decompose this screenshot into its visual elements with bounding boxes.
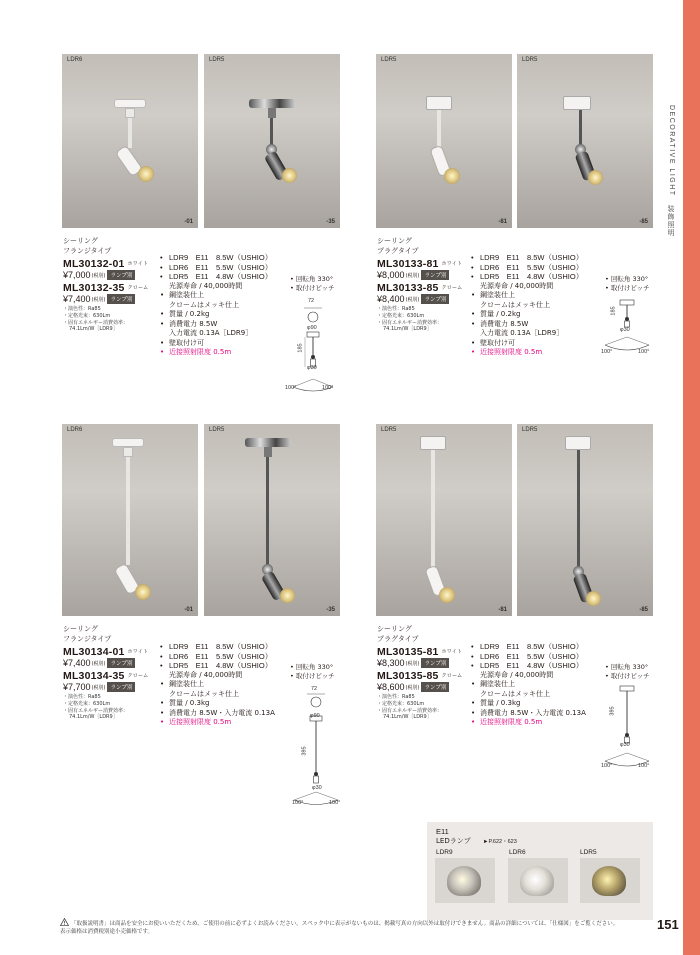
lamp-name: LDR6 — [509, 849, 526, 856]
photo-finish-suffix: -01 — [184, 219, 193, 225]
photo-finish-suffix: -35 — [326, 607, 335, 613]
product-photo-chrome — [517, 424, 653, 616]
spec-list-ml30135: • LDR9 E11 8.5W（USHIO） • LDR6 E11 5.5W（USHIO） • LDR5 E11 4.8W（USHIO） 光源寿命 / 40,000時間 • 鋼塗装仕上 クロームはメッキ仕上 • 質量 / 0.3kg • 消費電力 8.5W・入力電流 0.13A • 近接照射限度 0.5m — [471, 642, 586, 726]
photo-finish-suffix: -01 — [184, 607, 193, 613]
product-photo-white — [62, 424, 198, 616]
dim-angle-right: 100° — [329, 800, 341, 806]
photo-finish-suffix: -85 — [639, 607, 648, 613]
product-photo-chrome — [517, 54, 653, 228]
photo-lamp-tag: LDR6 — [67, 57, 83, 63]
price-white: ¥8,000(税別) ランプ別 — [377, 270, 477, 280]
photo-finish-suffix: -35 — [326, 219, 335, 225]
product-info-ml30134 — [63, 624, 163, 721]
photo-lamp-tag: LDR5 — [381, 427, 397, 433]
model-number-white: ML30134-01 ホワイト — [63, 646, 149, 658]
dim-angle-right: 100° — [638, 763, 650, 769]
lamp-name: LDR5 — [580, 849, 597, 856]
model-number-white: ML30132-01 ホワイト — [63, 258, 149, 270]
product-info-ml30132 — [63, 236, 163, 333]
model-number-white: ML30135-81 ホワイト — [377, 646, 463, 658]
performance-notes: ・演色性：Ra85 ・定格光束：630Lm ・固有エネルギー消費効率： 74.1Lm/W［LDR9］ — [377, 694, 443, 721]
spec-list-ml30132: • LDR9 E11 8.5W（USHIO） • LDR6 E11 5.5W（USHIO） • LDR5 E11 4.8W（USHIO） 光源寿命 / 40,000時間 • 鋼塗装仕上 クロームはメッキ仕上 • 質量 / 0.2kg • 消費電力 8.5W 入力電流 0.13A［LDR9］ • 壁取付け可 • 近接照射限度 0.5m — [160, 253, 273, 356]
dim-head-diameter: φ30 — [307, 365, 317, 371]
lamp-sold-separately-badge: ランプ別 — [107, 682, 135, 692]
mount-type: シーリング — [377, 237, 412, 245]
photo-lamp-tag: LDR5 — [381, 57, 397, 63]
price-white: ¥7,000(税別) ランプ別 — [63, 270, 163, 280]
dim-angle-left: 100° — [285, 385, 297, 391]
dim-head-diameter: φ30 — [312, 785, 322, 791]
lamp-type-label: LEDランプ — [436, 837, 471, 845]
spec-list-ml30134: • LDR9 E11 8.5W（USHIO） • LDR6 E11 5.5W（USHIO） • LDR5 E11 4.8W（USHIO） 光源寿命 / 40,000時間 • 鋼塗装仕上 クロームはメッキ仕上 • 質量 / 0.3kg • 消費電力 8.5W・入力電流 0.13A • 近接照射限度 0.5m — [160, 642, 275, 726]
dim-height: 395 — [609, 706, 616, 716]
price-chrome: ¥7,400(税別) ランプ別 — [63, 294, 163, 304]
lamp-sold-separately-badge: ランプ別 — [421, 270, 449, 280]
lamp-sold-separately-badge: ランプ別 — [107, 294, 135, 304]
lamp-name: LDR9 — [436, 849, 453, 856]
lamp-photo — [580, 858, 640, 903]
dim-pitch: 72 — [311, 686, 318, 692]
dimension-drawing — [597, 683, 657, 775]
lamp-reference-box — [427, 822, 653, 920]
dimension-drawing — [286, 686, 346, 811]
photo-lamp-tag: LDR5 — [209, 57, 225, 63]
product-photo-chrome — [204, 424, 340, 616]
dim-angle-left: 100° — [601, 763, 613, 769]
page-number: 151 — [657, 917, 679, 932]
product-info-ml30135 — [377, 624, 477, 721]
mount-subtype: プラグタイプ — [377, 247, 419, 255]
photo-lamp-tag: LDR5 — [522, 427, 538, 433]
mount-subtype: フランジタイプ — [63, 635, 112, 643]
model-number-chrome: ML30133-85 クローム — [377, 282, 463, 294]
photo-finish-suffix: -81 — [498, 219, 507, 225]
photo-lamp-tag: LDR6 — [67, 427, 83, 433]
performance-notes: ・演色性：Ra85 ・定格光束：630Lm ・固有エネルギー消費効率： 74.1Lm/W［LDR9］ — [63, 694, 129, 721]
model-number-chrome: ML30134-35 クローム — [63, 670, 149, 682]
lamp-sold-separately-badge: ランプ別 — [421, 682, 449, 692]
warning-icon — [60, 918, 69, 926]
dim-angle-left: 100° — [601, 349, 613, 355]
model-number-chrome: ML30135-85 クローム — [377, 670, 463, 682]
price-chrome: ¥7,700(税別) ランプ別 — [63, 682, 163, 692]
performance-notes: ・演色性：Ra85 ・定格光束：630Lm ・固有エネルギー消費効率： 74.1Lm/W［LDR9］ — [377, 306, 443, 333]
photo-finish-suffix: -81 — [498, 607, 507, 613]
lamp-photo — [508, 858, 568, 903]
lamp-sold-separately-badge: ランプ別 — [421, 658, 449, 668]
mount-type: シーリング — [63, 625, 98, 633]
dim-angle-left: 100° — [292, 800, 304, 806]
rotation-info: • 回転角 330° • 取付けピッチ — [605, 275, 650, 292]
dim-angle-right: 100° — [322, 385, 334, 391]
rotation-info: • 回転角 330° • 取付けピッチ — [290, 275, 335, 292]
side-category-label — [662, 105, 676, 237]
product-photo-chrome — [204, 54, 340, 228]
side-label-jp: 装飾照明 — [667, 204, 675, 237]
dim-head-diameter: φ30 — [620, 327, 630, 333]
dim-height: 185 — [610, 306, 617, 316]
mount-type: シーリング — [377, 625, 412, 633]
side-label-en: DECORATIVE LIGHT — [668, 105, 675, 197]
lamp-photo — [435, 858, 495, 903]
footer-line-1: 「取扱説明書」は商品を安全にお使いいただくため、ご使用の前に必ずよくお読みください。スペック中に表示がないものは、掲載写真の方向以外は取付けできません。商品の詳細については、「仕様図」をご覧ください。 — [71, 921, 619, 927]
lamp-sold-separately-badge: ランプ別 — [107, 658, 135, 668]
product-info-ml30133 — [377, 236, 477, 333]
photo-lamp-tag: LDR5 — [209, 427, 225, 433]
mount-subtype: フランジタイプ — [63, 247, 112, 255]
price-chrome: ¥8,600(税別) ランプ別 — [377, 682, 477, 692]
side-accent-band — [683, 0, 700, 955]
dim-angle-right: 100° — [638, 349, 650, 355]
photo-finish-suffix: -85 — [639, 219, 648, 225]
page-reference-link[interactable]: ►P.622・623 — [483, 839, 517, 845]
dim-base-diameter: φ90 — [310, 713, 320, 719]
photo-lamp-tag: LDR5 — [522, 57, 538, 63]
price-chrome: ¥8,400(税別) ランプ別 — [377, 294, 477, 304]
product-photo-white — [376, 54, 512, 228]
rotation-info: • 回転角 330° • 取付けピッチ — [605, 663, 650, 680]
dim-height: 185 — [297, 343, 304, 353]
mount-type: シーリング — [63, 237, 98, 245]
price-white: ¥7,400(税別) ランプ別 — [63, 658, 163, 668]
product-photo-white — [376, 424, 512, 616]
spec-list-ml30133: • LDR9 E11 8.5W（USHIO） • LDR6 E11 5.5W（USHIO） • LDR5 E11 4.8W（USHIO） 光源寿命 / 40,000時間 • 鋼塗装仕上 クロームはメッキ仕上 • 質量 / 0.2kg • 消費電力 8.5W 入力電流 0.13A［LDR9］ • 壁取付け可 • 近接照射限度 0.5m — [471, 253, 584, 356]
dim-head-diameter: φ30 — [620, 742, 630, 748]
mount-subtype: プラグタイプ — [377, 635, 419, 643]
price-white: ¥8,300(税別) ランプ別 — [377, 658, 477, 668]
footer-line-2: 表示価格は消費税別途小売価格です。 — [60, 929, 154, 935]
model-number-white: ML30133-81 ホワイト — [377, 258, 463, 270]
product-photo-white — [62, 54, 198, 228]
footer-notice — [60, 918, 650, 936]
model-number-chrome: ML30132-35 クローム — [63, 282, 149, 294]
rotation-info: • 回転角 330° • 取付けピッチ — [290, 663, 335, 680]
dim-base-diameter: φ90 — [307, 325, 317, 331]
dim-height: 395 — [301, 746, 308, 756]
dim-pitch: 72 — [308, 298, 315, 304]
lamp-socket-label: E11 — [436, 827, 449, 836]
lamp-sold-separately-badge: ランプ別 — [107, 270, 135, 280]
lamp-sold-separately-badge: ランプ別 — [421, 294, 449, 304]
performance-notes: ・演色性：Ra85 ・定格光束：630Lm ・固有エネルギー消費効率： 74.1Lm/W［LDR9］ — [63, 306, 129, 333]
